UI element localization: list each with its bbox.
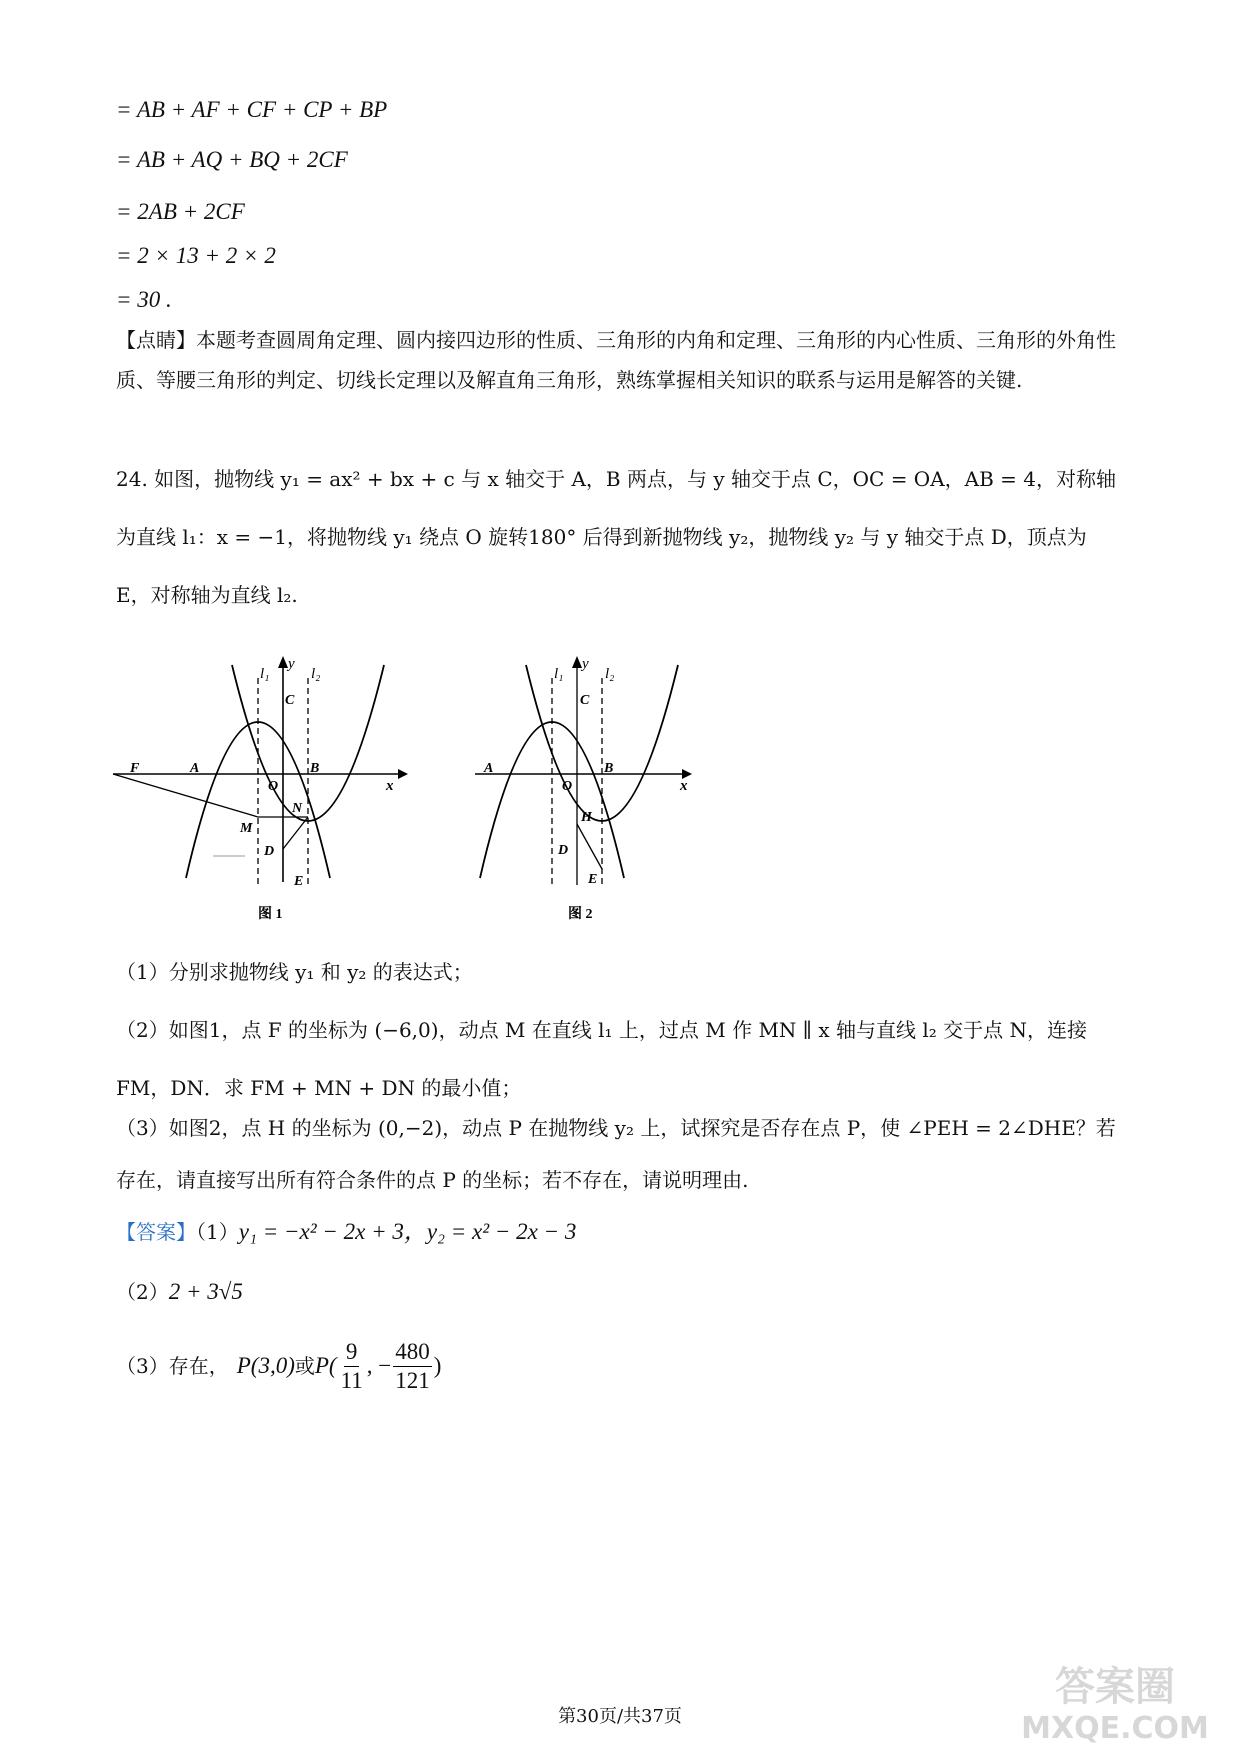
- fig2-label-y: y: [582, 656, 589, 672]
- answer-label: 【答案】: [116, 1220, 196, 1244]
- answer-3-or: 或: [294, 1354, 315, 1379]
- watermark-bottom: MXQE.COM: [1021, 1711, 1209, 1746]
- fig2-label-x: x: [680, 778, 688, 794]
- answer-3-point-1: P(3,0): [236, 1353, 295, 1379]
- fig1-label-O: O: [268, 779, 279, 794]
- fig2-label-C: C: [580, 693, 590, 708]
- fig1-label-N: N: [292, 801, 303, 816]
- equation-line-1: = AB + AF + CF + CP + BP: [116, 97, 388, 122]
- subquestion-2: （2）如图1，点 F 的坐标为 (−6,0)，动点 M 在直线 l₁ 上，过点 M 作 MN ∥ x 轴与直线 l₂ 交于点 N，连接 FM，DN．求 FM + MN + DN 的最小值；: [116, 1018, 1087, 1100]
- answer-3-point-2-open: P(: [314, 1353, 337, 1379]
- answer-1-prefix: （1）: [196, 1220, 239, 1244]
- fig2-label-O: O: [562, 779, 573, 794]
- commentary-paragraph: [116, 320, 1126, 400]
- equation-line-4: = 2 × 13 + 2 × 2: [116, 243, 276, 268]
- fig2-label-l1: l₁: [554, 666, 564, 682]
- fig1-label-M: M: [240, 821, 253, 836]
- answer-3-separator: , −: [366, 1353, 392, 1379]
- answer-3-prefix: （3）: [116, 1354, 169, 1379]
- answer-1-formula: y₁ = −x² − 2x + 3，y₂ = x² − 2x − 3: [238, 1219, 577, 1244]
- figure-2: [470, 650, 770, 930]
- fraction-y-numerator: 480: [393, 1338, 432, 1367]
- fig2-label-A: A: [484, 761, 494, 776]
- answer-2-prefix: （2）: [116, 1280, 169, 1304]
- fig2-label-H: H: [581, 810, 592, 825]
- fig2-label-D: D: [558, 843, 569, 858]
- answer-2-value: 2 + 3√5: [168, 1279, 243, 1304]
- fig1-label-E: E: [294, 874, 304, 889]
- answer-2-row: [116, 1278, 243, 1306]
- fig1-label-x: x: [386, 778, 394, 794]
- fig2-caption: 图 2: [568, 907, 593, 922]
- fraction-y: [393, 1338, 432, 1394]
- fig1-label-B: B: [310, 761, 320, 776]
- figure-1: [108, 650, 408, 930]
- answer-1-row: [116, 1218, 576, 1246]
- answer-3-row: [116, 1338, 441, 1394]
- answer-3-point-2-close: ): [433, 1353, 442, 1379]
- equation-line-2: = AB + AQ + BQ + 2CF: [116, 147, 348, 172]
- watermark-top: 答案圈: [1055, 1664, 1175, 1710]
- fig1-label-l1: l₁: [260, 666, 270, 682]
- equation-line-3: = 2AB + 2CF: [116, 199, 245, 224]
- fraction-x-numerator: 9: [344, 1338, 360, 1367]
- fig2-label-B: B: [604, 761, 614, 776]
- fraction-y-denominator: 121: [395, 1367, 430, 1393]
- fig1-label-D: D: [264, 844, 275, 859]
- fig1-label-l2: l₂: [311, 666, 321, 682]
- fig1-label-y: y: [288, 656, 295, 672]
- fig2-label-l2: l₂: [605, 666, 615, 682]
- fig1-label-C: C: [285, 693, 295, 708]
- subquestion-3: （3）如图2，点 H 的坐标为 (0,−2)，动点 P 在抛物线 y₂ 上，试探究是否存在点 P，使 ∠PEH = 2∠DHE？若存在，请直接写出所有符合条件的点 P 的坐标；若不存在，请说明理由.: [116, 1116, 1116, 1192]
- fig2-label-E: E: [588, 872, 598, 887]
- equation-line-5: = 30 .: [116, 287, 172, 312]
- problem-stem: 24. 如图，抛物线 y₁ = ax² + bx + c 与 x 轴交于 A，B 两点，与 y 轴交于点 C，OC = OA，AB = 4，对称轴为直线 l₁：x = −1，将抛物线 y₁ 绕点 O 旋转180° 后得到新抛物线 y₂，抛物线 y₂ 与 y 轴交于点 D，顶点为 E，对称轴为直线 l₂.: [116, 467, 1116, 607]
- subquestion-1: （1）分别求抛物线 y₁ 和 y₂ 的表达式；: [116, 960, 473, 984]
- fig1-label-F: F: [130, 761, 140, 776]
- fraction-x: [339, 1338, 365, 1394]
- fraction-x-denominator: 11: [340, 1367, 363, 1393]
- watermark-logo: [1010, 1654, 1220, 1746]
- fig1-caption: 图 1: [258, 907, 283, 922]
- fig1-label-A: A: [190, 761, 200, 776]
- commentary-label: 【点睛】: [116, 328, 196, 352]
- page-number: 第30页/共37页: [558, 1706, 682, 1727]
- commentary-text: 本题考查圆周角定理、圆内接四边形的性质、三角形的内角和定理、三角形的内心性质、三角形的外角性质、等腰三角形的判定、切线长定理以及解直角三角形，熟练掌握相关知识的联系与运用是解答的关键.: [116, 328, 1116, 392]
- answer-3-text: 存在，: [168, 1354, 229, 1379]
